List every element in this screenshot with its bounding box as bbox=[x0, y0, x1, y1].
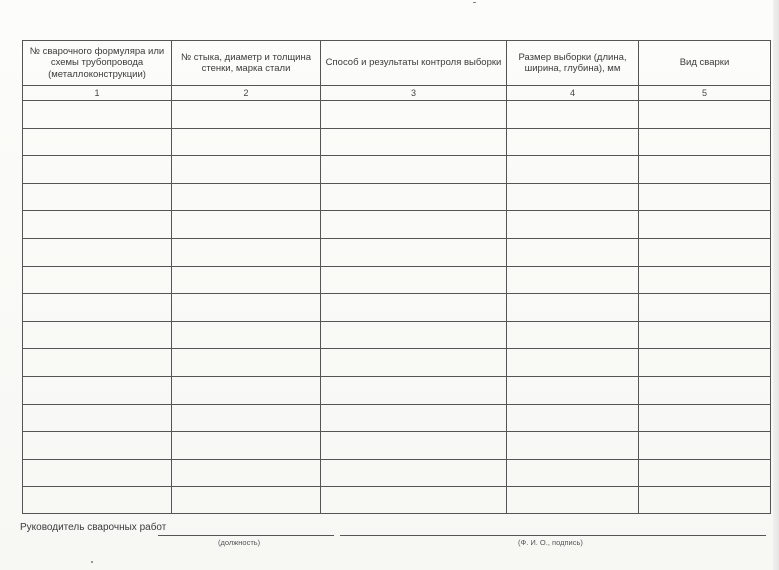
table-cell[interactable] bbox=[639, 404, 771, 432]
table-cell[interactable] bbox=[172, 238, 321, 266]
name-signature-line[interactable] bbox=[340, 535, 766, 536]
table-cell[interactable] bbox=[172, 432, 321, 460]
column-header-1: № сварочного формуляра или схемы трубопровода (металлоконструкции) bbox=[23, 41, 172, 86]
table-cell[interactable] bbox=[321, 266, 507, 294]
table-cell[interactable] bbox=[507, 487, 639, 514]
table-cell[interactable] bbox=[172, 128, 321, 156]
table-cell[interactable] bbox=[507, 128, 639, 156]
table-cell[interactable] bbox=[23, 321, 172, 349]
table-cell[interactable] bbox=[639, 128, 771, 156]
table-cell[interactable] bbox=[507, 459, 639, 487]
table-cell[interactable] bbox=[639, 156, 771, 184]
name-caption: (Ф. И. О., подпись) bbox=[518, 538, 583, 547]
column-number-1: 1 bbox=[23, 86, 172, 101]
table-cell[interactable] bbox=[507, 376, 639, 404]
table-row bbox=[23, 266, 771, 294]
column-header-5: Вид сварки bbox=[639, 41, 771, 86]
table-cell[interactable] bbox=[507, 238, 639, 266]
table-cell[interactable] bbox=[639, 101, 771, 129]
table-cell[interactable] bbox=[639, 211, 771, 239]
column-number-row bbox=[23, 86, 771, 101]
table-cell[interactable] bbox=[321, 101, 507, 129]
table-cell[interactable] bbox=[172, 101, 321, 129]
table-cell[interactable] bbox=[23, 238, 172, 266]
table-row bbox=[23, 349, 771, 377]
table-cell[interactable] bbox=[507, 101, 639, 129]
table-cell[interactable] bbox=[172, 376, 321, 404]
table-cell[interactable] bbox=[172, 321, 321, 349]
table-cell[interactable] bbox=[507, 211, 639, 239]
table-row bbox=[23, 101, 771, 129]
table-cell[interactable] bbox=[23, 487, 172, 514]
table-row bbox=[23, 294, 771, 322]
column-header-4: Размер выборки (длина, ширина, глубина), мм bbox=[507, 41, 639, 86]
column-header-3: Способ и результаты контроля выборки bbox=[321, 41, 507, 86]
table-cell[interactable] bbox=[507, 266, 639, 294]
table-cell[interactable] bbox=[172, 266, 321, 294]
table-cell[interactable] bbox=[23, 101, 172, 129]
table-cell[interactable] bbox=[23, 156, 172, 184]
page-edge bbox=[773, 0, 779, 570]
table-cell[interactable] bbox=[507, 349, 639, 377]
paper-speck bbox=[473, 2, 476, 3]
table-cell[interactable] bbox=[321, 459, 507, 487]
column-number-2: 2 bbox=[172, 86, 321, 101]
table-row bbox=[23, 321, 771, 349]
table-cell[interactable] bbox=[639, 349, 771, 377]
welding-journal-table bbox=[22, 40, 771, 514]
table-cell[interactable] bbox=[23, 404, 172, 432]
table-cell[interactable] bbox=[639, 487, 771, 514]
table-cell[interactable] bbox=[23, 211, 172, 239]
table-cell[interactable] bbox=[321, 404, 507, 432]
table-cell[interactable] bbox=[321, 487, 507, 514]
table-cell[interactable] bbox=[639, 459, 771, 487]
column-number-5: 5 bbox=[639, 86, 771, 101]
table-cell[interactable] bbox=[23, 432, 172, 460]
table-row bbox=[23, 432, 771, 460]
table-row bbox=[23, 238, 771, 266]
paper-speck bbox=[91, 561, 93, 563]
supervisor-label: Руководитель сварочных работ bbox=[20, 522, 167, 533]
table-cell[interactable] bbox=[23, 183, 172, 211]
column-header-2: № стыка, диаметр и толщина стенки, марка стали bbox=[172, 41, 321, 86]
table-row bbox=[23, 376, 771, 404]
header-row bbox=[23, 41, 771, 86]
table-cell[interactable] bbox=[507, 294, 639, 322]
table-cell[interactable] bbox=[172, 183, 321, 211]
table-cell[interactable] bbox=[321, 156, 507, 184]
table-cell[interactable] bbox=[172, 211, 321, 239]
table-cell[interactable] bbox=[507, 183, 639, 211]
table-cell[interactable] bbox=[321, 294, 507, 322]
table-cell[interactable] bbox=[172, 487, 321, 514]
table-cell[interactable] bbox=[507, 404, 639, 432]
table-cell[interactable] bbox=[23, 294, 172, 322]
table-cell[interactable] bbox=[321, 349, 507, 377]
table-cell[interactable] bbox=[23, 349, 172, 377]
table-cell[interactable] bbox=[321, 376, 507, 404]
table-cell[interactable] bbox=[321, 238, 507, 266]
table-cell[interactable] bbox=[23, 459, 172, 487]
column-number-3: 3 bbox=[321, 86, 507, 101]
table-cell[interactable] bbox=[639, 266, 771, 294]
table-cell[interactable] bbox=[639, 294, 771, 322]
table-row bbox=[23, 156, 771, 184]
table-cell[interactable] bbox=[507, 156, 639, 184]
table-cell[interactable] bbox=[507, 321, 639, 349]
table-cell[interactable] bbox=[23, 128, 172, 156]
table-row bbox=[23, 183, 771, 211]
table-cell[interactable] bbox=[172, 459, 321, 487]
table-cell[interactable] bbox=[321, 211, 507, 239]
table-row bbox=[23, 211, 771, 239]
table-cell[interactable] bbox=[321, 128, 507, 156]
table-cell[interactable] bbox=[639, 432, 771, 460]
table-cell[interactable] bbox=[172, 294, 321, 322]
table-cell[interactable] bbox=[172, 349, 321, 377]
table-body bbox=[23, 101, 771, 514]
table-cell[interactable] bbox=[321, 432, 507, 460]
table-row bbox=[23, 404, 771, 432]
table-cell[interactable] bbox=[23, 266, 172, 294]
table-row bbox=[23, 487, 771, 514]
column-number-4: 4 bbox=[507, 86, 639, 101]
table-cell[interactable] bbox=[23, 376, 172, 404]
table-cell[interactable] bbox=[172, 404, 321, 432]
table-cell[interactable] bbox=[172, 156, 321, 184]
position-signature-line[interactable] bbox=[158, 535, 334, 536]
table-cell[interactable] bbox=[639, 238, 771, 266]
table-cell[interactable] bbox=[639, 321, 771, 349]
table-cell[interactable] bbox=[507, 432, 639, 460]
table-row bbox=[23, 128, 771, 156]
table-cell[interactable] bbox=[321, 183, 507, 211]
table-cell[interactable] bbox=[321, 321, 507, 349]
position-caption: (должность) bbox=[218, 538, 261, 547]
table-cell[interactable] bbox=[639, 183, 771, 211]
table-cell[interactable] bbox=[639, 376, 771, 404]
table-row bbox=[23, 459, 771, 487]
